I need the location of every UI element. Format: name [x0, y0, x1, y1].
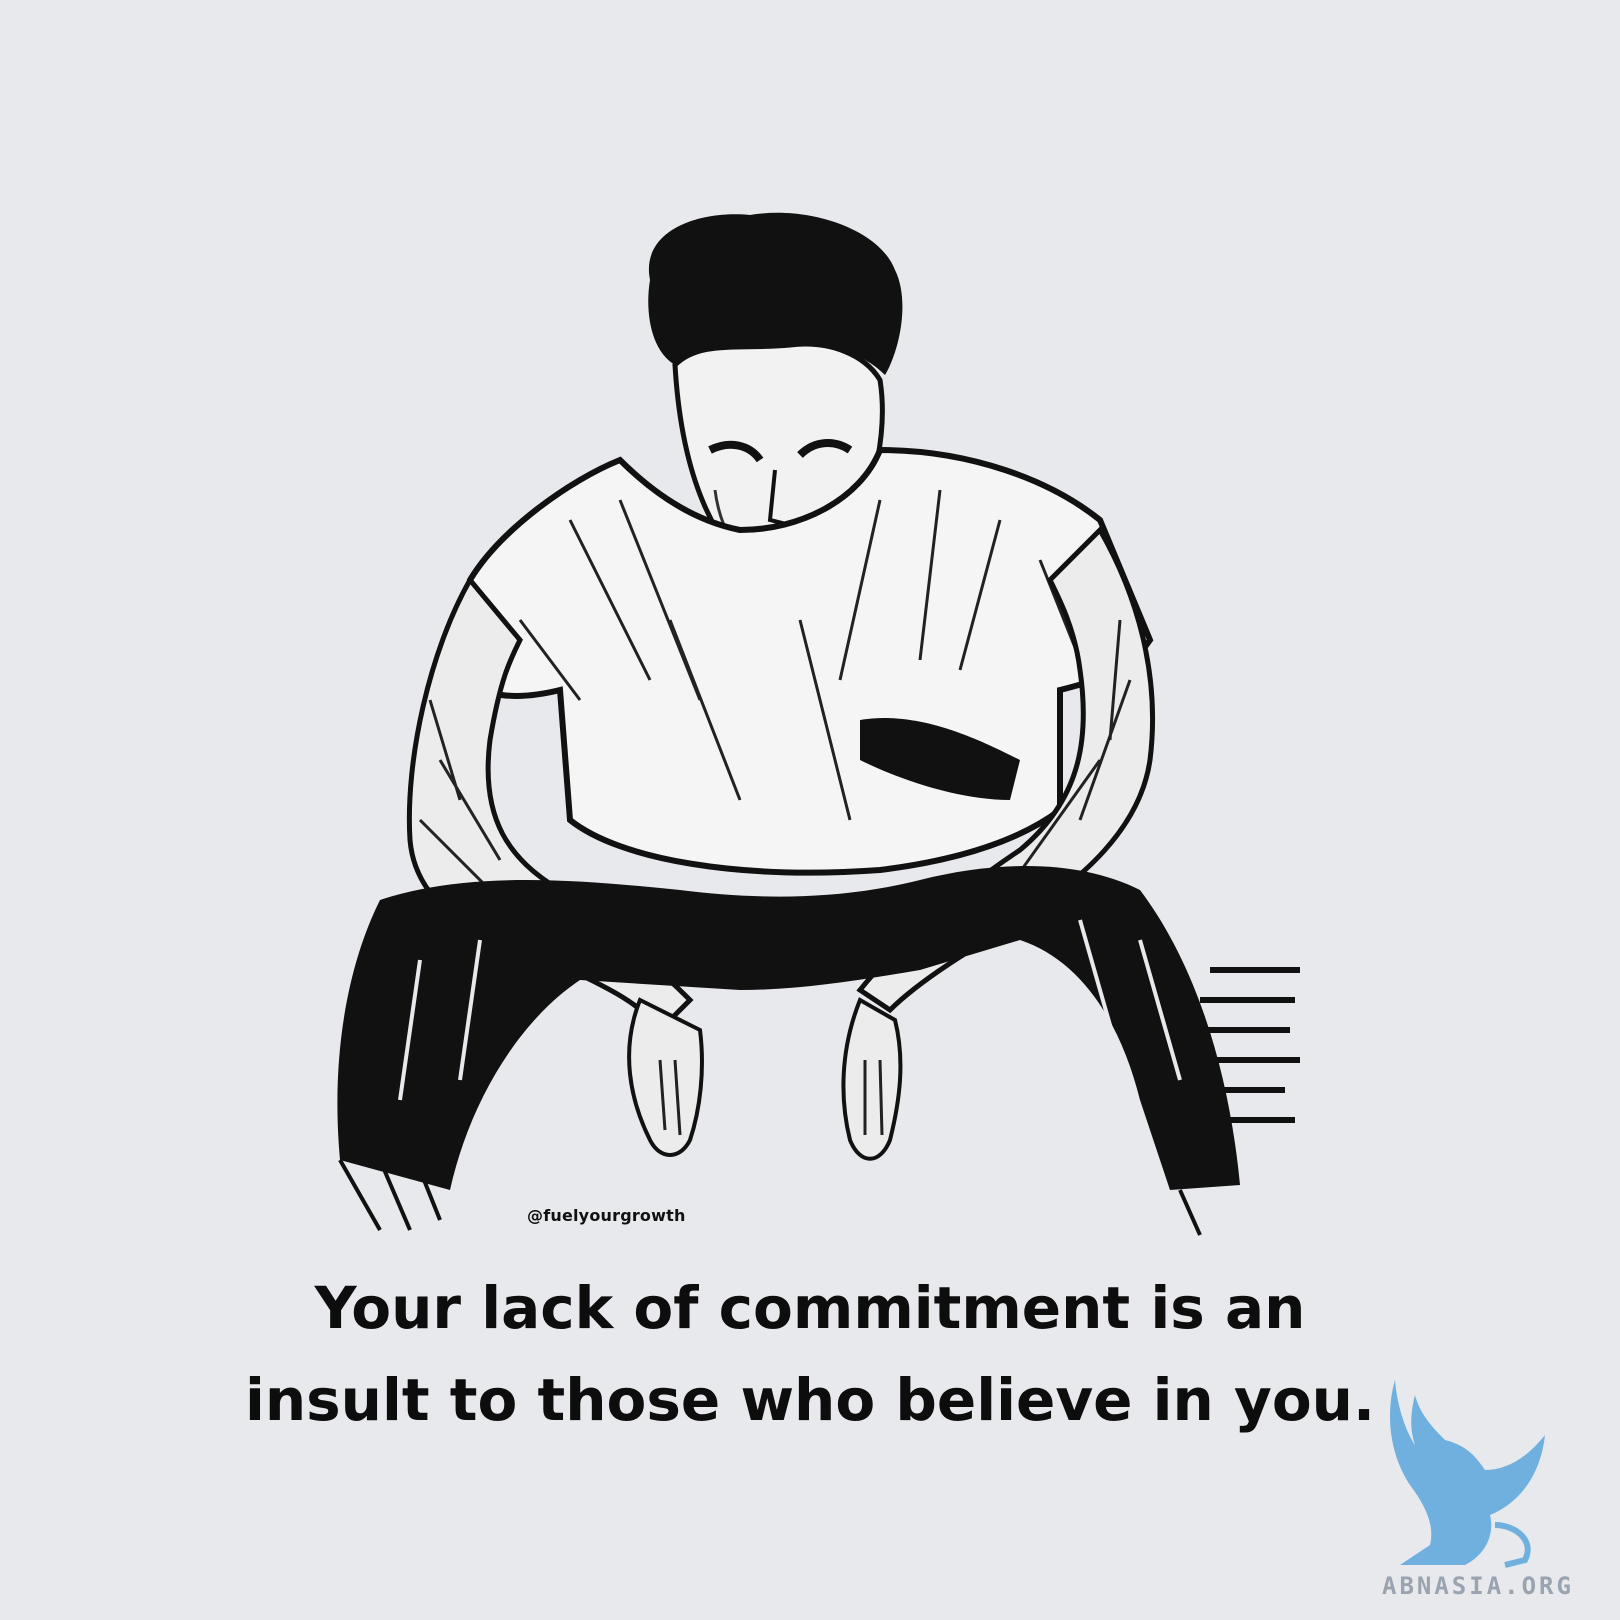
griffin-icon: [1375, 1375, 1565, 1575]
site-watermark: ABNASIA.ORG: [1382, 1572, 1574, 1600]
sad-man-illustration: [320, 200, 1340, 1240]
left-hand: [629, 1000, 702, 1155]
pants: [337, 866, 1240, 1190]
author-handle: @fuelyourgrowth: [527, 1206, 686, 1225]
right-hand: [843, 1000, 900, 1159]
quote-line-1: Your lack of commitment is an: [314, 1274, 1306, 1342]
quote-line-2: insult to those who believe in you.: [244, 1366, 1375, 1434]
